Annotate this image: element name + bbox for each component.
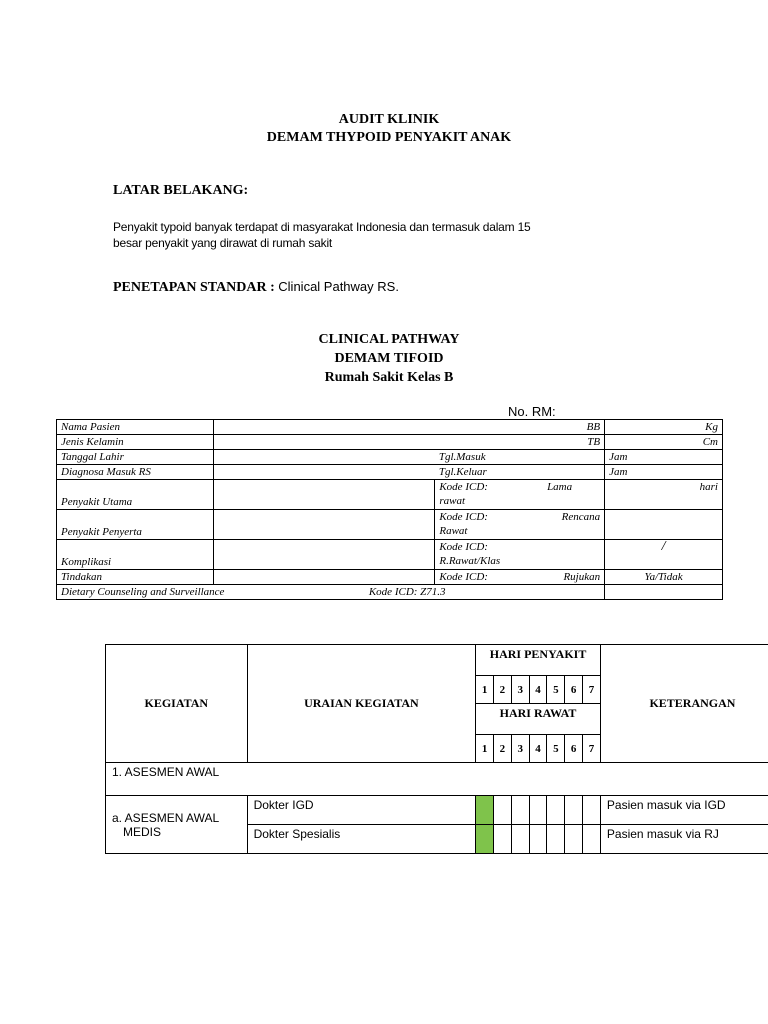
document-title: AUDIT KLINIK [338,112,440,127]
utama-label: Penyakit Utama [57,480,214,510]
komplikasi-icd [435,540,605,570]
jam-masuk-label: Jam [605,450,723,465]
table-row [57,435,723,450]
standar-value: Clinical Pathway RS. [278,279,399,294]
latar-line-2: besar penyakit yang dirawat di rumah sakit [113,236,333,250]
kg-label: Kg [705,421,718,433]
rrawat-label: R.Rawat/Klas [439,555,501,567]
jenis-label: Jenis Kelamin [57,435,214,450]
day-checkbox[interactable] [583,825,601,854]
day-checkbox[interactable] [529,825,547,854]
day-checkbox[interactable] [494,825,512,854]
table-row [57,570,723,585]
komplikasi-label: Komplikasi [57,540,214,570]
tanggal-value[interactable] [213,450,435,465]
sub-a-line-2: MEDIS [123,824,162,839]
tb-value[interactable] [605,435,723,450]
table-row [57,465,723,480]
tindakan-value[interactable] [213,570,435,585]
utama-value[interactable] [213,480,435,510]
tb-label: TB [587,436,601,448]
tindakan-label: Tindakan [57,570,214,585]
day-checkbox[interactable] [511,796,529,825]
document-subtitle: DEMAM THYPOID PENYAKIT ANAK [266,130,512,145]
uraian-dokter-spesialis: Dokter Spesialis [247,825,476,854]
table-row [106,796,768,825]
sub-a-line-1: a. ASESMEN AWAL [112,810,220,825]
standar-label: PENETAPAN STANDAR : [113,280,275,295]
day-cell: 4 [529,676,547,704]
day-cell: 1 [476,735,494,763]
day-checkbox[interactable] [565,825,583,854]
dietary-value[interactable] [605,585,723,600]
day-cell: 5 [547,735,565,763]
day-checkbox[interactable] [511,825,529,854]
day-checkbox[interactable] [547,825,565,854]
activity-table [105,644,768,854]
table-row [57,450,723,465]
day-cell: 3 [511,676,529,704]
penyerta-icd [435,510,605,540]
penyerta-value[interactable] [213,510,435,540]
table-row [57,540,723,570]
pathway-hospital: Rumah Sakit Kelas B [324,370,454,385]
table-row [57,480,723,510]
day-cell: 4 [529,735,547,763]
uraian-header: URAIAN KEGIATAN [247,645,476,763]
rencana-value[interactable] [605,510,723,540]
diagnosa-label: Diagnosa Masuk RS [57,465,214,480]
rawat-label: Rawat [439,525,468,537]
penetapan-standar [113,279,399,296]
day-checkbox[interactable] [494,796,512,825]
bb-label: BB [586,421,601,433]
jam-keluar-label: Jam [605,465,723,480]
tgl-keluar-label: Tgl.Keluar [435,465,605,480]
day-cell: 1 [476,676,494,704]
day-checkbox[interactable] [547,796,565,825]
kode-icd-label: Kode ICD: [439,541,488,553]
table-row [57,420,723,435]
day-checkbox-filled[interactable] [476,796,494,825]
kode-icd-z713: Kode ICD: Z71.3 [368,586,446,598]
day-cell: 2 [494,735,512,763]
tanggal-label: Tanggal Lahir [57,450,214,465]
uraian-dokter-igd: Dokter IGD [247,796,476,825]
hari-rawat-header: HARI RAWAT [476,704,601,735]
lama-value[interactable] [605,480,723,510]
day-cell: 3 [511,735,529,763]
asesmen-awal-medis [106,796,248,854]
no-rm-label: No. RM: [508,404,556,419]
hari-penyakit-header: HARI PENYAKIT [476,645,601,676]
keterangan-igd: Pasien masuk via IGD [600,796,768,825]
cm-label: Cm [702,436,718,448]
table-row [57,585,723,600]
day-cell: 6 [565,735,583,763]
latar-heading: LATAR BELAKANG: [113,183,249,198]
rencana-label: Rencana [561,511,601,523]
day-checkbox[interactable] [565,796,583,825]
penyerta-label: Penyakit Penyerta [57,510,214,540]
rujukan-label: Rujukan [563,571,601,583]
dietary-icd [368,585,605,600]
nama-value[interactable] [213,420,604,435]
jenis-value[interactable] [213,435,604,450]
diagnosa-value[interactable] [213,465,435,480]
day-cell: 5 [547,676,565,704]
latar-line-1: Penyakit typoid banyak terdapat di masyarakat Indonesia dan termasuk dalam 15 [113,220,531,234]
day-cell: 7 [583,676,601,704]
kode-icd-label: Kode ICD: [439,481,488,493]
day-cell: 2 [494,676,512,704]
utama-icd [435,480,605,510]
day-cell: 6 [565,676,583,704]
rrawat-value[interactable]: / [605,540,723,570]
dietary-label: Dietary Counseling and Surveillance [61,586,225,598]
section-asesmen-awal: 1. ASESMEN AWAL [106,763,768,796]
kegiatan-header: KEGIATAN [106,645,248,763]
tgl-masuk-label: Tgl.Masuk [435,450,605,465]
day-checkbox-filled[interactable] [476,825,494,854]
lama-label: Lama [547,481,573,493]
komplikasi-value[interactable] [213,540,435,570]
tindakan-icd [435,570,605,585]
pathway-title: CLINICAL PATHWAY [318,332,460,347]
table-row [57,510,723,540]
day-checkbox[interactable] [529,796,547,825]
rawat-label: rawat [439,495,466,507]
kode-icd-label: Kode ICD: [439,571,488,583]
rujukan-value[interactable]: Ya/Tidak [605,570,723,585]
day-cell: 7 [583,735,601,763]
keterangan-rj: Pasien masuk via RJ [600,825,768,854]
patient-info-table [56,419,723,600]
bb-value[interactable] [605,420,723,435]
day-checkbox[interactable] [583,796,601,825]
kode-icd-label: Kode ICD: [439,511,488,523]
hari-label: hari [699,481,718,493]
keterangan-header: KETERANGAN [600,645,768,763]
nama-label: Nama Pasien [57,420,214,435]
pathway-subtitle: DEMAM TIFOID [334,351,444,366]
